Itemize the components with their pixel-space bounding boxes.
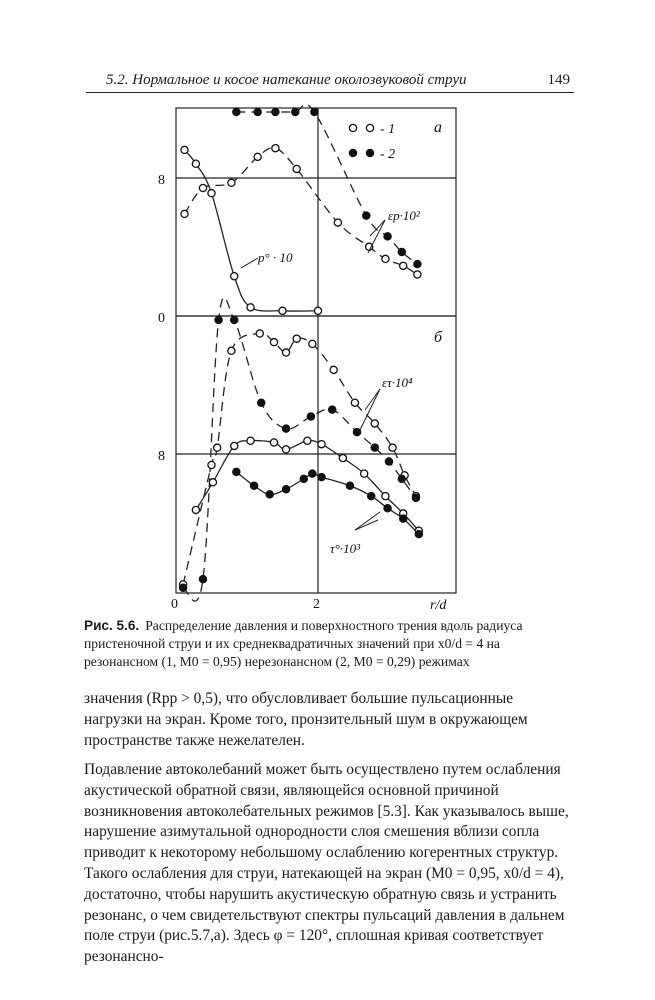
series-line-0-0	[185, 150, 318, 311]
data-point-1-2-5	[282, 446, 289, 453]
data-point-1-3-3	[282, 486, 289, 493]
data-point-1-1-2	[215, 316, 222, 323]
data-point-0-2-6	[384, 233, 391, 240]
paragraph-2: Подавление автоколебаний может быть осуществлено путем ослабления акустической обратной связи, являющейся основной причиной возникновения автоколебательных режимов [5.3]. Как указывалось выше, нарушение азимутальной однородности слоя смешения вблизи сопла приводит к некоторому небольшому ослаблению когерентных структур. Такого ослабления для струи, натекающей на экран (M0 = 0,95, x0/d = 4), достаточно, чтобы нарушить акустическую обратную связь и устранить резонанс, о чем свидетельствуют спектры пульсаций давления в дальнем поле струи (рис.5.7,а). Здесь φ = 120°, сплошная кривая соответствует резонансно-	[84, 761, 569, 966]
leader-lines	[241, 220, 385, 530]
data-point-0-2-3	[292, 108, 299, 115]
y-tick-0: 0	[158, 311, 165, 326]
data-point-1-2-8	[339, 454, 346, 461]
legend-marker-2a	[349, 149, 356, 156]
data-point-1-1-12	[412, 494, 419, 501]
data-point-1-1-10	[385, 458, 392, 465]
label-eps-tau: ετ·10⁴	[382, 375, 413, 390]
data-point-0-2-2	[272, 108, 279, 115]
data-point-0-2-0	[233, 108, 240, 115]
data-point-1-1-0	[180, 584, 187, 591]
data-point-1-0-11	[371, 420, 378, 427]
panel-b-label: б	[434, 329, 443, 346]
data-point-1-0-2	[214, 444, 221, 451]
data-point-0-0-6	[314, 307, 321, 314]
data-point-1-3-7	[346, 482, 353, 489]
data-point-1-2-4	[270, 439, 277, 446]
data-point-0-2-7	[398, 248, 405, 255]
data-point-0-1-10	[414, 271, 421, 278]
data-point-1-2-3	[247, 437, 254, 444]
data-point-1-3-5	[309, 470, 316, 477]
legend-label-2: - 2	[380, 147, 396, 162]
leader-epsp-2	[368, 220, 385, 253]
data-point-1-3-8	[368, 493, 375, 500]
data-point-1-1-6	[307, 413, 314, 420]
figure-caption	[84, 617, 574, 671]
data-point-1-0-9	[330, 366, 337, 373]
data-point-1-0-8	[309, 340, 316, 347]
data-point-0-0-1	[192, 160, 199, 167]
y-tick-8-top: 8	[158, 173, 165, 188]
data-point-1-1-7	[329, 406, 336, 413]
data-point-1-3-4	[300, 475, 307, 482]
panel-a-label: а	[434, 119, 442, 136]
caption-text: Распределение давления и поверхностного трения вдоль радиуса пристеночной струи и их среднеквадратичных значений при x0/d = 4 на резонансном (1, M0 = 0,95) нерезонансном (2, M0 = 0,29) режимах	[84, 618, 523, 669]
data-point-1-3-6	[318, 473, 325, 480]
data-point-1-3-0	[233, 468, 240, 475]
data-point-1-3-2	[266, 491, 273, 498]
legend-marker-1a	[349, 124, 356, 131]
data-point-0-1-4	[272, 145, 279, 152]
label-p: p° · 10	[258, 250, 293, 265]
data-point-1-3-1	[251, 482, 258, 489]
section-title: 5.2. Нормальное и косое натекание околозвуковой струи	[106, 72, 467, 88]
data-point-1-0-7	[293, 335, 300, 342]
data-point-1-0-6	[282, 349, 289, 356]
data-point-0-2-1	[254, 108, 261, 115]
data-point-1-3-10	[400, 515, 407, 522]
data-point-1-1-1	[199, 576, 206, 583]
data-point-1-1-5	[282, 425, 289, 432]
data-point-1-3-11	[415, 531, 422, 538]
data-point-0-0-0	[181, 146, 188, 153]
legend-marker-1b	[366, 124, 373, 131]
data-point-0-1-0	[181, 210, 188, 217]
data-point-1-1-8	[353, 429, 360, 436]
series-line-0-1	[185, 148, 418, 275]
label-tau: τ°·10³	[330, 541, 360, 556]
data-point-1-2-9	[361, 470, 368, 477]
data-point-0-1-2	[228, 179, 235, 186]
paragraph-1: значения (Rpp > 0,5), что обусловливает большие пульсационные нагрузки на экран. Кроме того, пронзительный шум в окружающем пространстве также нежелателен.	[84, 690, 528, 749]
data-point-1-0-1	[208, 461, 215, 468]
legend	[349, 122, 395, 162]
data-point-1-0-4	[256, 330, 263, 337]
caption-label: Рис. 5.6.	[84, 618, 140, 633]
data-point-0-1-9	[400, 262, 407, 269]
data-point-1-1-9	[371, 444, 378, 451]
data-point-1-0-3	[228, 347, 235, 354]
data-point-0-1-5	[293, 165, 300, 172]
data-point-0-0-4	[247, 304, 254, 311]
label-eps-p: εp·10²	[388, 208, 420, 223]
data-point-0-2-5	[363, 212, 370, 219]
data-point-1-1-4	[258, 399, 265, 406]
data-point-1-1-3	[231, 316, 238, 323]
data-point-1-2-7	[318, 441, 325, 448]
data-point-1-2-6	[304, 437, 311, 444]
data-point-0-1-6	[334, 219, 341, 226]
legend-label-1: - 1	[380, 122, 396, 137]
data-point-1-2-1	[209, 479, 216, 486]
series-line-1-3	[236, 472, 418, 534]
page-number: 149	[547, 72, 570, 88]
x-tick-2: 2	[313, 597, 320, 612]
data-point-1-2-10	[382, 493, 389, 500]
data-point-0-1-8	[382, 255, 389, 262]
data-point-0-1-3	[254, 153, 261, 160]
data-point-1-0-10	[351, 399, 358, 406]
y-tick-8-bottom: 8	[158, 449, 165, 464]
data-point-1-3-9	[384, 505, 391, 512]
data-point-1-2-2	[231, 442, 238, 449]
data-point-1-1-11	[398, 475, 405, 482]
x-tick-0: 0	[171, 597, 178, 612]
x-axis-label: r/d	[430, 598, 447, 613]
curves	[183, 104, 419, 601]
plot-frame	[176, 108, 456, 593]
data-point-1-2-0	[192, 506, 199, 513]
leader-epstau-1	[365, 389, 380, 410]
data-point-0-0-3	[231, 273, 238, 280]
data-point-0-0-5	[279, 307, 286, 314]
data-point-0-2-8	[414, 261, 421, 268]
data-point-0-1-1	[199, 184, 206, 191]
series-line-1-0	[183, 333, 416, 584]
data-point-1-0-12	[389, 444, 396, 451]
data-point-0-0-2	[208, 190, 215, 197]
data-point-1-0-5	[270, 339, 277, 346]
leader-p	[241, 258, 258, 268]
data-point-0-2-4	[311, 108, 318, 115]
legend-marker-2b	[366, 149, 373, 156]
